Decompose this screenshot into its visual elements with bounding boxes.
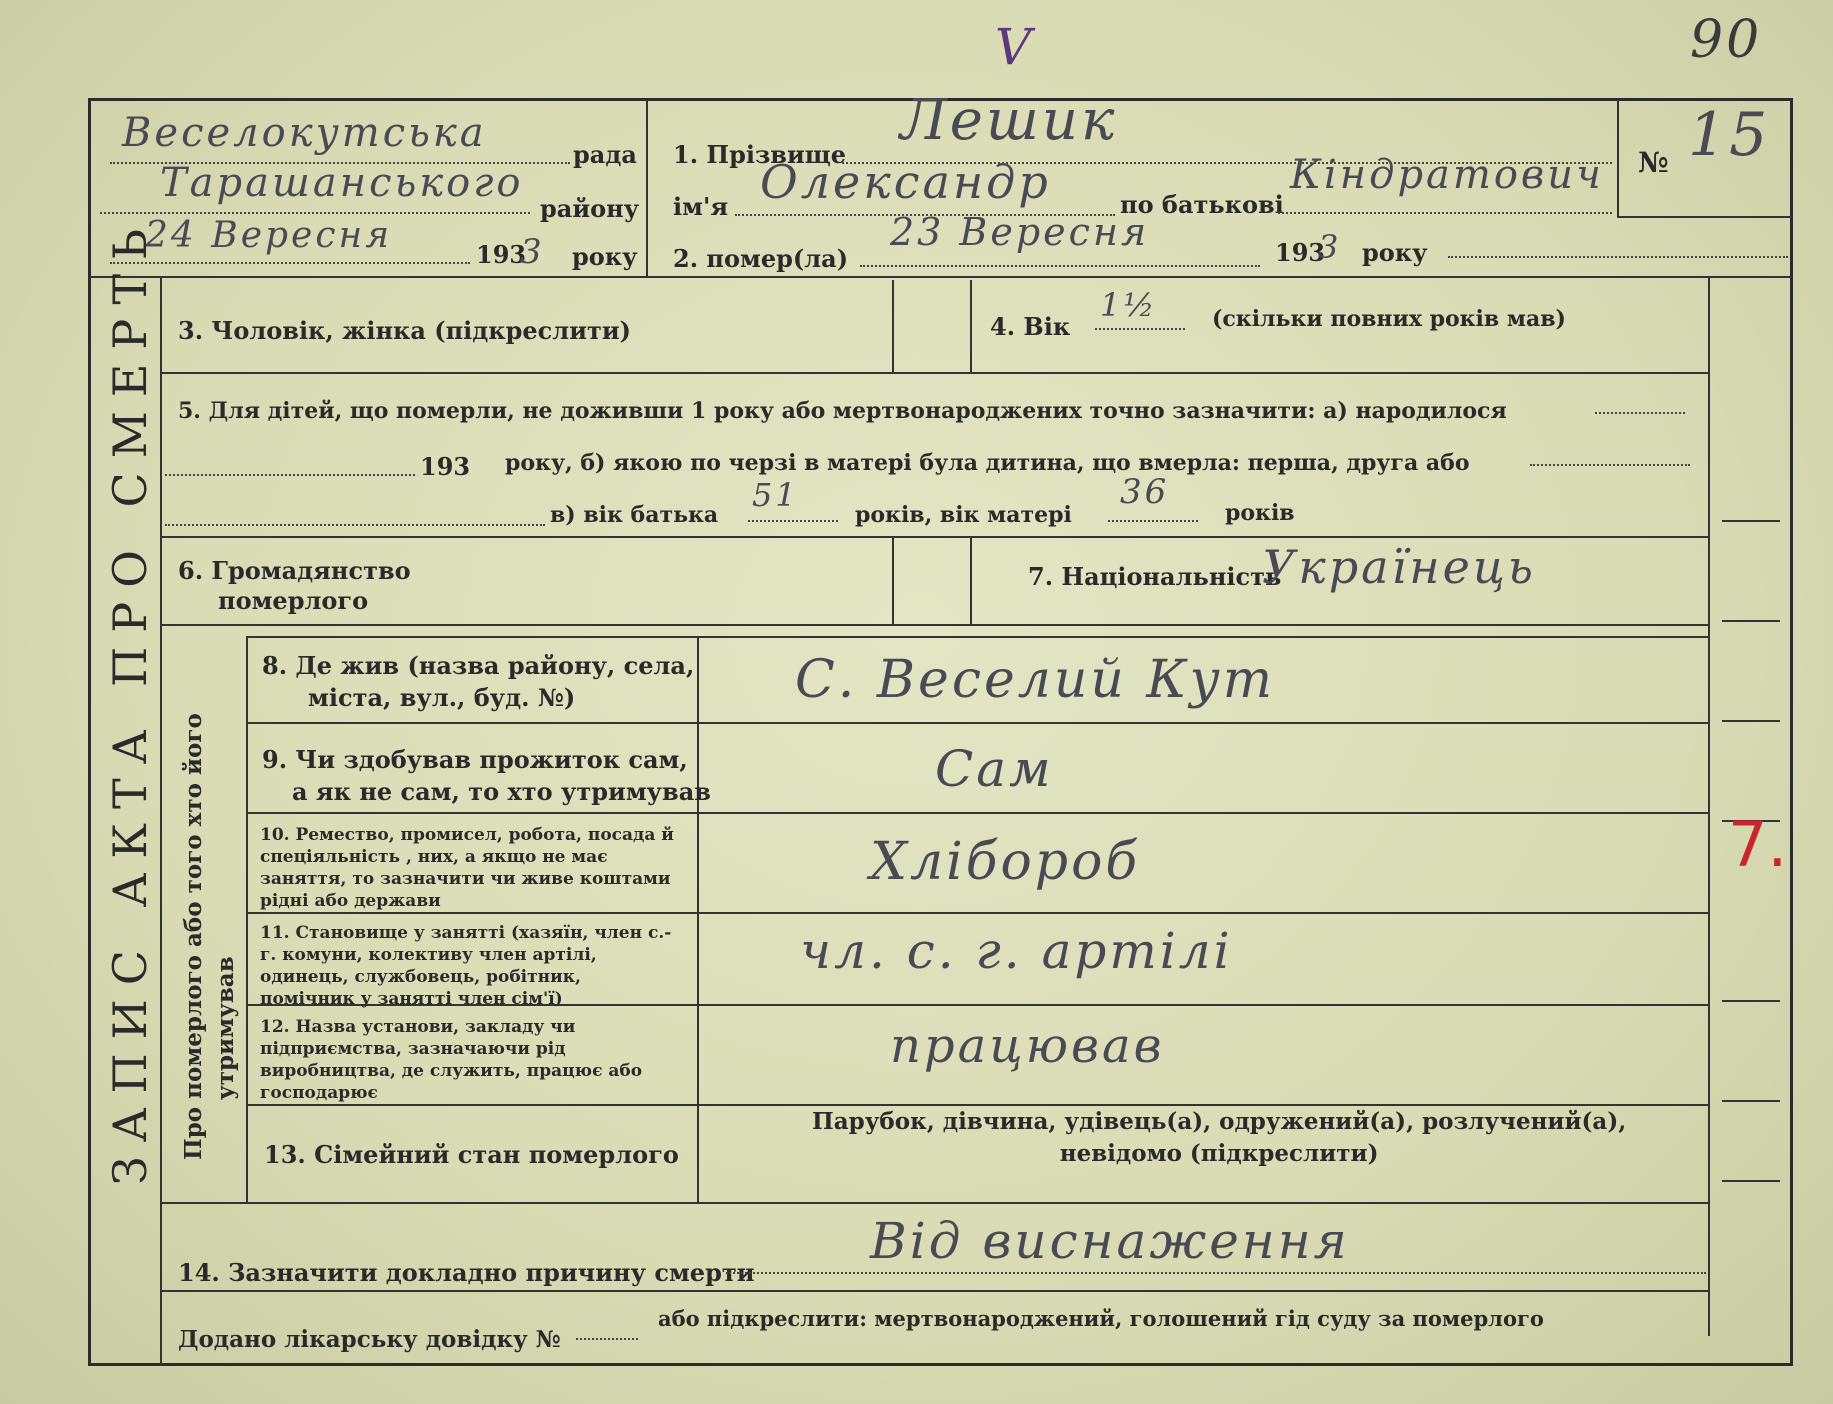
section-subtitle-vertical [178,713,242,1160]
field-10-occupation: 10. Ремество, промисел, робота, посада й спеціяльність , них, а якщо не має заняття, то зазначити чи живе коштами рідні або держави [260,825,674,911]
field-5-line-2: року, б) якою по черзі в матері була дитина, що вмерла: перша, друга або [505,450,1470,476]
dotted-line [1448,256,1788,258]
district-label: району [540,194,640,223]
divider [1722,1100,1780,1102]
field-8-line: міста, вул., буд. №) [308,683,576,712]
footer-certificate-label: Додано лікарську довідку № [178,1326,561,1353]
field-5-line-1: 5. Для дітей, що померли, не доживши 1 року або мертвонароджених точно зазначити: а) народилося [178,398,1507,424]
divider [162,624,1708,626]
divider [162,1290,1708,1292]
divider [90,276,1792,278]
archive-page-number: 90 [1690,10,1763,70]
field-6-line: померлого [218,586,369,615]
dotted-line [748,520,838,522]
field-9-value: Сам [935,740,1054,798]
dotted-line [165,524,545,526]
district-value: Тарашанського [160,160,524,206]
divider [892,280,894,372]
field-7-nationality-label: 7. Національність [1028,562,1282,591]
divider [1722,1180,1780,1182]
record-year-prefix: 193 [476,240,527,269]
field-5-years-label: років [1225,500,1295,526]
margin-mark: 7. [1728,808,1788,881]
council-label: рада [573,140,637,169]
field-4-age-hint: (скільки повних років мав) [1212,306,1566,332]
divider [248,912,1708,914]
surname-value: Лешик [900,88,1118,153]
field-11-position: 11. Становище у занятті (хазяїн, член с.-г. комуни, колективу член артілі, одинець, службовець, робітник, помічник у занятті член сім'ї) [260,923,672,1009]
divider [1722,520,1780,522]
field-5-year-prefix: 193 [420,452,471,481]
field-6-line: 6. Громадянство [178,556,411,585]
dotted-line [1095,328,1185,330]
field-13-marital-label: 13. Сімейний стан померлого [264,1140,679,1169]
field-3-gender: 3. Чоловік, жінка (підкреслити) [178,316,632,345]
death-year-prefix: 193 [1275,238,1326,267]
number-value: 15 [1688,100,1771,170]
field-7-nationality-value: Українець [1262,540,1536,594]
field-9-line: а як не сам, то хто утримував [292,777,711,806]
field-13-line: невідомо (підкреслити) [1059,1140,1379,1167]
field-14-cause-value: Від виснаження [870,1212,1350,1270]
divider [1617,216,1792,218]
dotted-line [1108,520,1198,522]
patronymic-value: Кіндратович [1290,152,1604,198]
death-date-label: 2. помер(ла) [673,244,849,273]
divider [697,636,699,1202]
divider [1708,276,1710,1336]
dotted-line [110,262,470,264]
name-value: Олександр [760,155,1051,209]
dotted-line [165,474,415,476]
divider [646,100,648,276]
divider [162,372,1708,374]
name-label: ім'я [673,192,729,221]
form-frame [88,98,1793,1366]
dotted-line [726,1272,1706,1274]
divider [246,636,248,1202]
field-8-value: С. Веселий Кут [795,650,1276,710]
divider [248,636,1708,638]
field-8-residence [262,650,694,714]
field-4-age-value: 1½ [1100,286,1158,324]
council-value: Веселокутська [122,110,487,156]
dotted-line [576,1338,638,1340]
dotted-line [1595,412,1685,414]
death-date-value: 23 Вересня [890,210,1150,254]
field-5-father-age-label: в) вік батька [550,502,719,528]
field-11-value: чл. с. г. артілі [800,922,1233,980]
divider [970,538,972,624]
field-13-options [812,1106,1626,1170]
field-12-value: працював [890,1018,1165,1074]
divider [162,1202,1708,1204]
dotted-line [860,265,1260,267]
form-title-vertical: ЗАПИС АКТА ПРО СМЕРТЬ [103,214,157,1185]
divider [248,812,1708,814]
record-year-digit: 3 [520,232,545,272]
subtitle-line: Про померлого або того хто його [180,713,207,1160]
field-12-employer: 12. Назва установи, закладу чи підприємства, зазначаючи рід виробництва, де служить, працює або господарює [260,1017,643,1103]
record-date-value: 24 Вересня [145,215,393,256]
number-label: № [1638,146,1669,179]
check-mark: V [995,18,1035,76]
surname-label: 1. Прізвище [673,140,847,169]
field-5-father-age-value: 51 [752,476,799,514]
field-14-cause-label: 14. Зазначити докладно причину смерти [178,1258,755,1287]
patronymic-label: по батькові [1120,190,1284,219]
divider [162,536,1708,538]
divider [248,722,1708,724]
subtitle-line: утримував [212,956,239,1100]
record-year-label: року [572,242,638,271]
divider [1722,720,1780,722]
divider [892,538,894,624]
divider [1722,1000,1780,1002]
dotted-line [1530,464,1690,466]
death-year-digit: 3 [1318,228,1342,266]
divider [1617,100,1619,218]
death-year-label: року [1362,238,1428,267]
divider [1722,620,1780,622]
field-13-line: Парубок, дівчина, удівець(а), одружений(а), розлучений(а), [812,1108,1627,1135]
field-4-age-label: 4. Вік [990,312,1071,341]
dotted-line [1278,212,1612,214]
field-9-livelihood [262,744,711,808]
field-10-value: Хлібороб [870,832,1141,892]
field-5-mother-age-value: 36 [1120,472,1170,512]
footer-stillborn-text: або підкреслити: мертвонароджений, голошений гід суду за померлого [658,1306,1544,1331]
dotted-line [100,212,530,214]
field-6-citizenship [178,556,411,616]
field-8-line: 8. Де жив (назва району, села, [262,651,695,680]
field-5-mother-age-label: років, вік матері [855,502,1072,528]
divider [970,280,972,372]
field-9-line: 9. Чи здобував прожиток сам, [262,745,688,774]
